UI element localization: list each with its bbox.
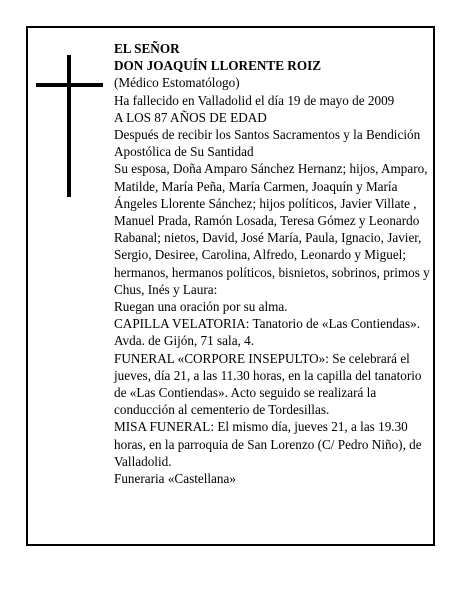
obituary-text (114, 40, 432, 487)
profession: (Médico Estomatólogo) (114, 75, 240, 91)
family-list: Su esposa, Doña Amparo Sánchez Hernanz; hijos, Amparo, Matilde, María Peña, María Carmen, Joaquín y María Ángeles Llorente Sánchez; hijos políticos, Javier Villate , Manuel Prada, Ramón Losada, Teresa Gómez y Leonardo Rabanal; nietos, David, José María, Paula, Ignacio, Javier, Sergio, Desiree, Carolina, Alfredo, Leonardo y Miguel; hermanos, hermanos políticos, bisnietos, sobrinos, primos y Chus, Inés y Laura: (114, 161, 430, 297)
cross-icon (67, 55, 71, 197)
funeral-info: FUNERAL «CORPORE INSEPULTO»: Se celebrará el jueves, día 21, a las 11.30 horas, en la capilla del tanatorio de «Las Contiendas». Acto seguido se realizará la conducción al cementerio de Tordesillas. (114, 350, 422, 418)
heading: EL SEÑOR (114, 41, 180, 56)
sacraments: Después de recibir los Santos Sacramentos y la Bendición Apostólica de Su Santidad (114, 127, 421, 160)
chapel-info: CAPILLA VELATORIA: Tanatorio de «Las Contiendas». Avda. de Gijón, 71 sala, 4. (114, 316, 421, 349)
death-notice: Ha fallecido en Valladolid el día 19 de mayo de 2009 (114, 92, 395, 108)
deceased-name: DON JOAQUÍN LLORENTE ROIZ (114, 58, 322, 74)
age: A LOS 87 AÑOS DE EDAD (114, 109, 267, 125)
cross-icon-bar (36, 83, 103, 87)
prayer-request: Ruegan una oración por su alma. (114, 299, 288, 315)
funeral-home: Funeraria «Castellana» (114, 471, 236, 487)
mass-info: MISA FUNERAL: El mismo día, jueves 21, a las 19.30 horas, en la parroquia de San Lorenzo (C/ Pedro Niño), de Valladolid. (114, 419, 422, 469)
